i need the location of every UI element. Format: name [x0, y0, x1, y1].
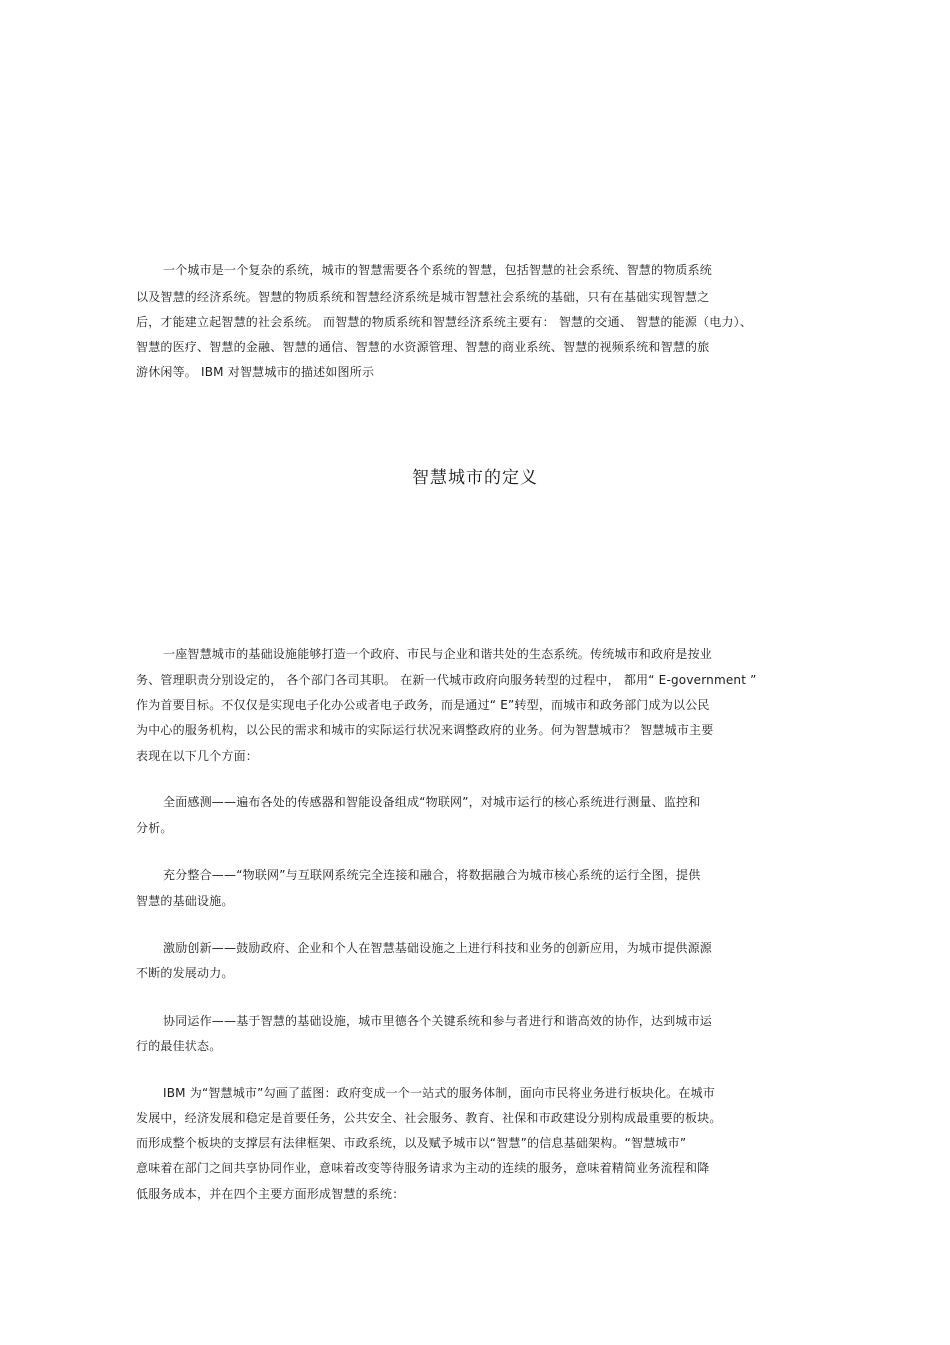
paragraph-line: 全面感测——遍布各处的传感器和智能设备组成“物联网”，对城市运行的核心系统进行测量、监控和 [163, 795, 701, 809]
paragraph-line: 不断的发展动力。 [136, 966, 234, 980]
paragraph-line: 一座智慧城市的基础设施能够打造一个政府、市民与企业和谐共处的生态系统。传统城市和政府是按业 [163, 647, 713, 661]
paragraph-line: 而形成整个板块的支撑层有法律框架、市政系统，以及赋予城市以“智慧”的信息基础架构。“智慧城市” [136, 1136, 687, 1150]
paragraph-line: 协同运作——基于智慧的基础设施，城市里德各个关键系统和参与者进行和谐高效的协作，达到城市运 [163, 1014, 713, 1028]
paragraph-line: 发展中，经济发展和稳定是首要任务，公共安全、社会服务、教育、社保和市政建设分别构成最重要的板块。 [136, 1111, 722, 1125]
paragraph-line: 务、管理职责分别设定的， 各个部门各司其职。 在新一代城市政府向服务转型的过程中， 都用“ E-government ” [136, 673, 757, 687]
paragraph-line: 一个城市是一个复杂的系统，城市的智慧需要各个系统的智慧，包括智慧的社会系统、智慧的物质系统 [163, 263, 713, 277]
section-title: 智慧城市的定义 [412, 468, 538, 488]
paragraph-line: IBM 为“智慧城市”勾画了蓝图：政府变成一个一站式的服务体制，面向市民将业务进行板块化。在城市 [163, 1086, 715, 1100]
paragraph-line: 低服务成本，并在四个主要方面形成智慧的系统： [136, 1187, 405, 1201]
paragraph-line: 意味着在部门之间共享协同作业，意味着改变等待服务请求为主动的连续的服务，意味着精简业务流程和降 [136, 1161, 710, 1175]
paragraph-line: 作为首要目标。不仅仅是实现电子化办公或者电子政务，而是通过“ E”转型，而城市和政务部门成为以公民 [136, 698, 710, 712]
paragraph-line: 充分整合——“物联网”与互联网系统完全连接和融合，将数据融合为城市核心系统的运行全图，提供 [163, 868, 701, 882]
paragraph-line: 激励创新——鼓励政府、企业和个人在智慧基础设施之上进行科技和业务的创新应用，为城市提供源源 [163, 941, 713, 955]
paragraph-line: 以及智慧的经济系统。智慧的物质系统和智慧经济系统是城市智慧社会系统的基础，只有在基础实现智慧之 [136, 290, 710, 304]
paragraph-line: 后，才能建立起智慧的社会系统。 而智慧的物质系统和智慧经济系统主要有： 智慧的交通、 智慧的能源（电力）、 [136, 315, 753, 329]
paragraph-line: 表现在以下几个方面： [136, 749, 259, 763]
paragraph-line: 智慧的基础设施。 [136, 894, 234, 908]
paragraph-line: 游休闲等。 IBM 对智慧城市的描述如图所示 [136, 365, 375, 379]
paragraph-line: 智慧的医疗、智慧的金融、智慧的通信、智慧的水资源管理、智慧的商业系统、智慧的视频系统和智慧的旅 [136, 340, 710, 354]
paragraph-line: 为中心的服务机构，以公民的需求和城市的实际运行状况来调整政府的业务。何为智慧城市？ 智慧城市主要 [136, 723, 714, 737]
paragraph-line: 行的最佳状态。 [136, 1039, 222, 1053]
paragraph-line: 分析。 [136, 821, 173, 835]
